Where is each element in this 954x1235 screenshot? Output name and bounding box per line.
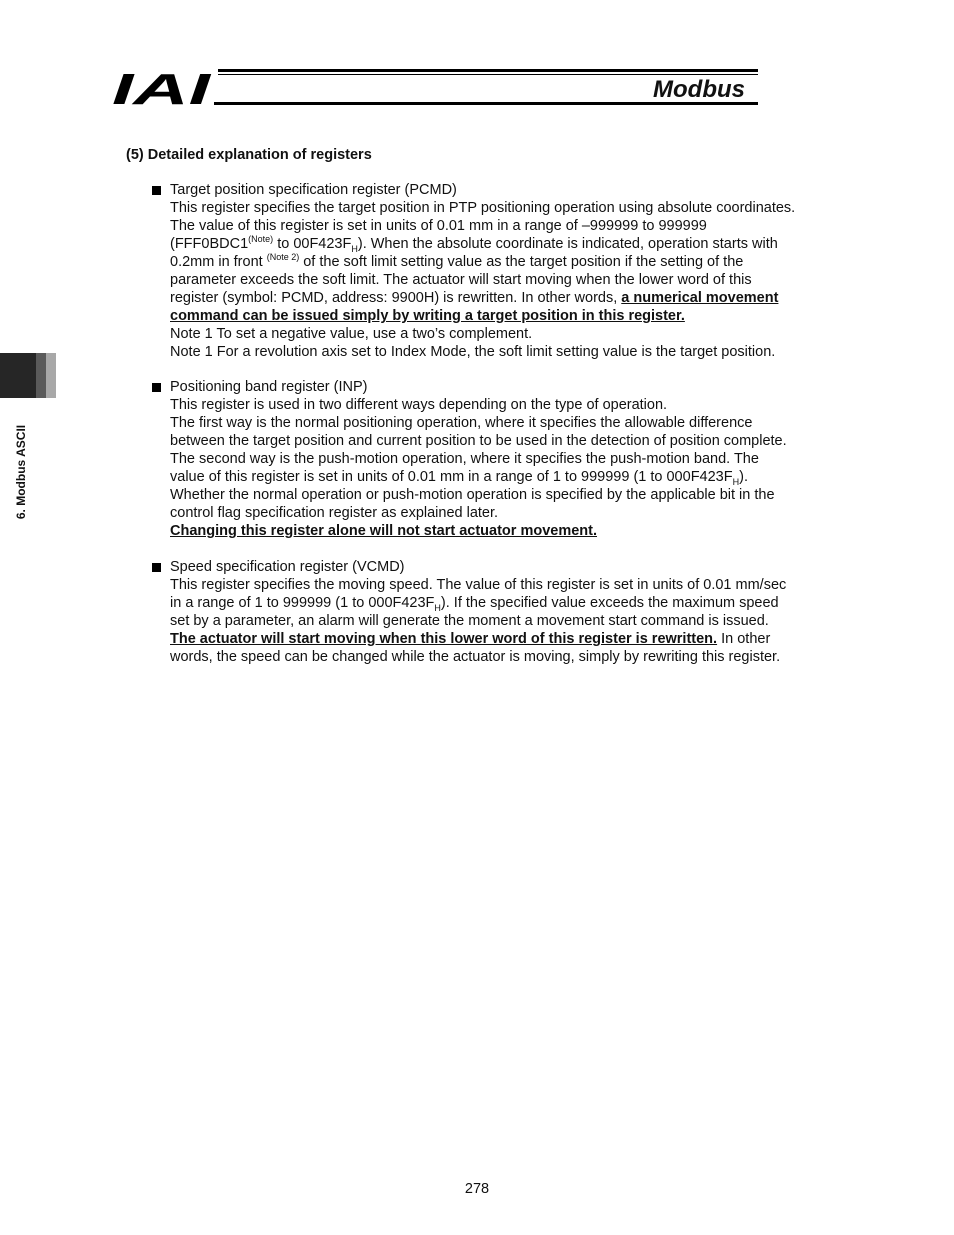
page-number: 278 [464, 1181, 490, 1197]
inp-line: value of this register is set in units of 0.01 mm in a range of 1 to 999999 (1 to $000F423F_H$). [170, 469, 748, 487]
side-tab-marker-mid [36, 353, 46, 398]
pcmd-line: ($FFF0BDC1^{(Note)}$ to $00F423F_H$). When the absolute coordinate is indicated, operation starts with [170, 234, 778, 254]
vcmd-line: in a range of 1 to 999999 (1 to $000F423F_H$). If the specified value exceeds the maximum speed [170, 595, 779, 613]
pcmd-line: register (symbol: PCMD, address: 9900H) is rewritten. In other words, a numerical movement [170, 290, 779, 306]
pcmd-line: The value of this register is set in units of 0.01 mm in a range of –999999 to 999999 [170, 218, 707, 234]
vcmd-line: The actuator will start moving when this lower word of this register is rewritten. In other [170, 631, 771, 647]
side-tab-label: 6. Modbus ASCII [14, 424, 28, 520]
pcmd-line: 0.2mm in front $^{(Note 2)}$ of the soft limit setting value as the target position if the setting of the [170, 252, 744, 270]
inp-line: This register is used in two different ways depending on the type of operation. [170, 397, 668, 413]
inp-line: The first way is the normal positioning operation, where it specifies the allowable difference [170, 415, 753, 431]
pcmd-line: parameter exceeds the soft limit. The actuator will start moving when the lower word of this [170, 272, 752, 288]
bullet-square-icon [152, 186, 161, 195]
inp-title: Positioning band register (INP) [170, 379, 368, 395]
inp-line: control flag specification register as explained later. [170, 505, 499, 521]
iai-logo [112, 70, 212, 106]
section-heading: (5) Detailed explanation of registers [126, 147, 372, 163]
pcmd-note: Note 1 To set a negative value, use a two’s complement. [170, 326, 533, 342]
pcmd-line: This register specifies the target position in PTP positioning operation using absolute coordinates. [170, 200, 796, 216]
pcmd-note: Note 1 For a revolution axis set to Index Mode, the soft limit setting value is the target position. [170, 344, 776, 360]
side-tab-marker-light [46, 353, 56, 398]
header-rule-top-thin [218, 74, 758, 75]
vcmd-line: set by a parameter, an alarm will generate the moment a movement start command is issued. [170, 613, 769, 629]
inp-line: Whether the normal operation or push-motion operation is specified by the applicable bit in the [170, 487, 775, 503]
inp-line: The second way is the push-motion operation, where it specifies the push-motion band. The [170, 451, 759, 467]
header-title: Modbus [653, 76, 745, 103]
note-ref: (Note 2) [266, 252, 300, 263]
side-tab-marker [0, 353, 36, 398]
emphasis-text: Changing this register alone will not start actuator movement. [170, 523, 598, 539]
vcmd-line: This register specifies the moving speed. The value of this register is set in units of 0.01 mm/sec [170, 577, 787, 593]
vcmd-title: Speed specification register (VCMD) [170, 559, 405, 575]
emphasis-text: a numerical movement [621, 290, 779, 306]
bullet-square-icon [152, 563, 161, 572]
vcmd-line: words, the speed can be changed while the actuator is moving, simply by rewriting this register. [170, 649, 781, 665]
inp-line: between the target position and current position to be used in the detection of position complete. [170, 433, 787, 449]
header-rule-top [218, 69, 758, 72]
bullet-square-icon [152, 383, 161, 392]
pcmd-title: Target position specification register (PCMD) [170, 182, 457, 198]
emphasis-text: command can be issued simply by writing a target position in this register. [170, 308, 685, 324]
svg-text:IAI: IAI [112, 70, 212, 106]
note-ref: (Note) [248, 234, 274, 245]
emphasis-text: The actuator will start moving when this lower word of this register is rewritten. [170, 631, 718, 647]
